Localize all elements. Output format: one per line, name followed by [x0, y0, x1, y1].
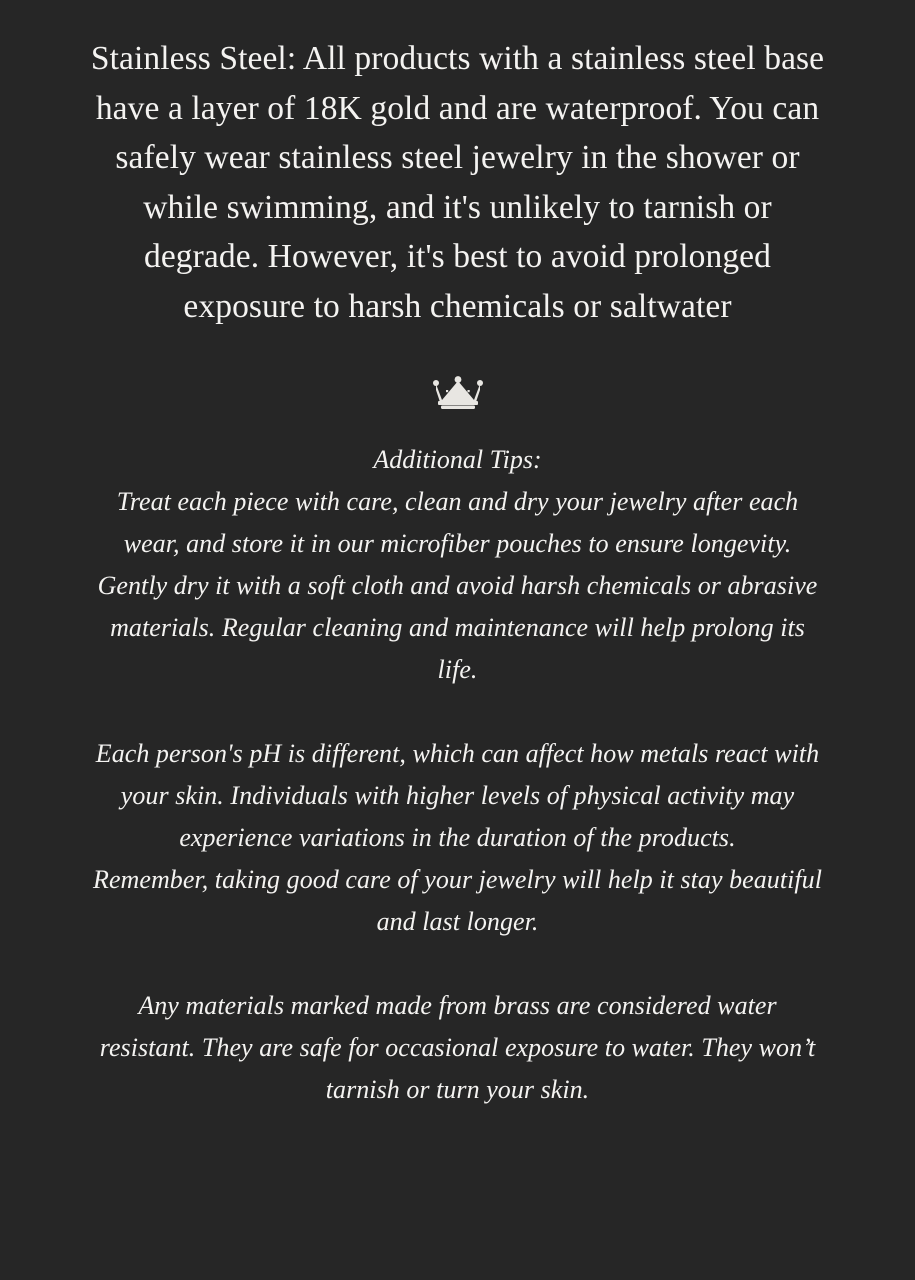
intro-paragraph: Stainless Steel: All products with a stainless steel base have a layer of 18K gold and are waterproof. You can safely wear stainless steel jewelry in the shower or while swimming, and it's unlikely to tarnish or degrade. However, it's best to avoid prolonged exposure to harsh chemicals or saltwater [90, 40, 825, 325]
tips-heading: Additional Tips: [373, 445, 542, 474]
section-divider [430, 377, 486, 413]
crown-icon [430, 376, 486, 415]
tips-paragraph: Treat each piece with care, clean and dry your jewelry after each wear, and store it in our microfiber pouches to ensure longevity. Gently dry it with a soft cloth and avoid harsh chemicals or abrasive materials. Regular cleaning and maintenance will help prolong its life. [97, 487, 818, 684]
brass-paragraph: Any materials marked made from brass are considered water resistant. They are safe for occasional exposure to water. They won’t tarnish or turn your skin. [99, 991, 816, 1104]
ph-paragraph: Each person's pH is different, which can affect how metals react with your skin. Individuals with higher levels of physical activity may experience variations in the duration of the products. [95, 739, 820, 852]
reminder-paragraph: Remember, taking good care of your jewelry will help it stay beautiful and last longer. [93, 865, 822, 936]
